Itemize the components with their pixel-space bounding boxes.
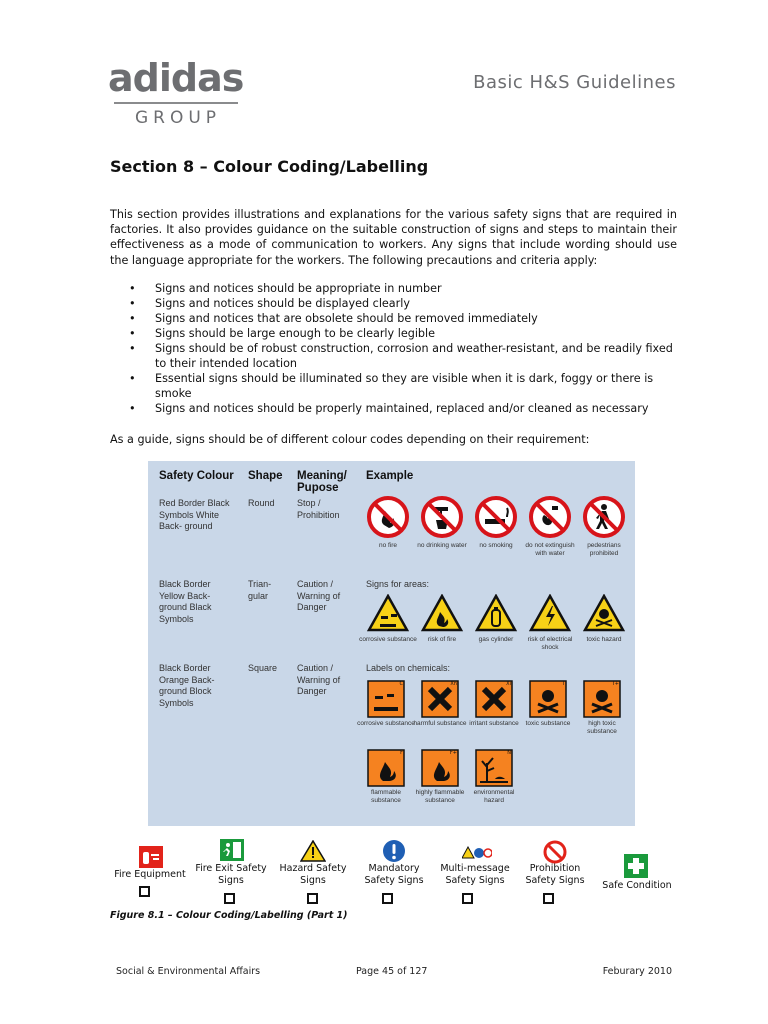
legend-marker [462, 893, 473, 904]
label-code: Xn [450, 681, 457, 687]
multi-message-icon [462, 845, 492, 864]
sign-no-smoking [474, 495, 518, 543]
do-not-extinguish-icon [528, 495, 572, 539]
corrosive-triangle-icon [367, 594, 409, 632]
safety-sign-figure [148, 461, 635, 826]
caption: harmful substance [413, 720, 467, 727]
list-item: • Signs should be large enough to be clearly legible [110, 326, 677, 341]
legend-marker [224, 893, 235, 904]
caption: pedestrians prohibited [587, 542, 621, 557]
toxic-triangle-icon [583, 594, 625, 632]
label-code: T [561, 681, 565, 687]
caption: high toxic substance [587, 720, 617, 735]
pedestrians-prohibited-icon [582, 495, 626, 539]
header-meaning: Meaning/ Pupose [297, 470, 347, 494]
label-code: F+ [449, 750, 457, 756]
row3-shape: Square [248, 663, 278, 673]
legend-marker [543, 893, 554, 904]
header-example: Example [366, 470, 414, 482]
row3-meaning: Caution / Warning of Danger [297, 663, 341, 696]
list-item: • Signs and notices should be displayed clearly [110, 296, 677, 311]
row1-shape: Round [248, 498, 275, 508]
caption: corrosive substance [359, 636, 417, 643]
group-signs-for-areas: Signs for areas: [366, 579, 430, 589]
sign-electrical-shock [529, 594, 571, 636]
row2-shape: Trian- gular [248, 579, 272, 601]
adidas-logo-wordmark: adidas [108, 56, 244, 100]
label-flammable [367, 749, 405, 791]
caption: toxic substance [525, 720, 571, 727]
label-code: T+ [611, 681, 619, 687]
header-shape: Shape [248, 470, 283, 482]
list-item: • Signs and notices should be appropriate in number [110, 281, 677, 296]
legend-label-mandatory: Mandatory Safety Signs [364, 863, 424, 886]
caption: no fire [378, 542, 398, 549]
no-fire-icon [366, 495, 410, 539]
caption: toxic hazard [586, 636, 622, 643]
caption: no drinking water [417, 542, 467, 549]
caption: corrosive substance [357, 720, 415, 727]
caption: no smoking [479, 542, 513, 549]
legend-marker [139, 886, 150, 897]
sign-gas-cylinder [475, 594, 517, 636]
sign-risk-of-fire [421, 594, 463, 636]
fire-triangle-icon [421, 594, 463, 632]
footer-date: Feburary 2010 [602, 966, 672, 977]
label-corrosive [367, 680, 405, 722]
sign-corrosive-triangle [367, 594, 409, 636]
label-code: C [399, 681, 403, 687]
header-safety-colour: Safety Colour [159, 470, 234, 482]
caption: risk of fire [427, 636, 457, 643]
list-item: • Signs and notices that are obsolete should be removed immediately [110, 311, 677, 326]
list-item: • Signs should be of robust construction, corrosion and weather-resistant, and be readily fixed to their intended location [110, 341, 677, 371]
list-item: • Essential signs should be illuminated so they are visible when it is dark, foggy or there is smoke [110, 371, 677, 401]
sign-no-fire [366, 495, 410, 543]
legend-label-fire-equipment: Fire Equipment [114, 869, 186, 880]
no-drinking-water-icon [420, 495, 464, 539]
legend-label-fire-exit: Fire Exit Safety Signs [195, 863, 267, 886]
intro-paragraph: This section provides illustrations and explanations for the various safety signs that are required in factories. It also provides guidance on the suitable construction of signs and steps to maintain their effectiveness as a mode of communication to workers. Any signs that include wording should use the language appropriate for the workers. The following precautions and criteria apply: [110, 208, 677, 267]
sign-toxic-hazard [583, 594, 625, 636]
caption: risk of electrical shock [527, 636, 573, 651]
criteria-list [110, 281, 677, 416]
no-smoking-icon [474, 495, 518, 539]
caption: irritant substance [469, 720, 519, 727]
row3-colour: Black Border Orange Back- ground Block Symbols [159, 663, 215, 708]
safe-condition-icon [624, 854, 648, 882]
section-heading: Section 8 – Colour Coding/Labelling [110, 157, 429, 176]
label-code: N [507, 750, 511, 756]
group-labels-on-chemicals: Labels on chemicals: [366, 663, 451, 673]
guide-text: As a guide, signs should be of different colour codes depending on their requirement: [110, 433, 590, 446]
legend-label-prohibition: Prohibition Safety Signs [525, 863, 585, 886]
caption: environmental hazard [473, 789, 515, 804]
figure-caption: Figure 8.1 – Colour Coding/Labelling (Part 1) [110, 910, 348, 921]
gas-cylinder-triangle-icon [475, 594, 517, 632]
list-item: • Signs and notices should be properly maintained, replaced and/or cleaned as necessary [110, 401, 677, 416]
label-high-toxic [583, 680, 621, 722]
logo-divider [114, 102, 238, 104]
label-code: Xi [506, 681, 511, 687]
caption: highly flammable substance [415, 789, 465, 804]
sign-do-not-extinguish [528, 495, 572, 543]
legend-label-safe-condition: Safe Condition [602, 880, 672, 891]
legend-label-hazard: Hazard Safety Signs [279, 863, 347, 886]
caption: gas cylinder [478, 636, 514, 643]
legend-label-multi-message: Multi-message Safety Signs [440, 863, 510, 886]
label-environmental-hazard [475, 749, 513, 791]
row1-colour: Red Border Black Symbols White Back- ground [159, 498, 230, 531]
footer-left: Social & Environmental Affairs [116, 966, 261, 977]
sign-pedestrians-prohibited [582, 495, 626, 543]
document-title: Basic H&S Guidelines [473, 72, 676, 93]
label-toxic [529, 680, 567, 722]
adidas-logo-group: GROUP [135, 108, 222, 128]
label-harmful [421, 680, 459, 722]
row2-colour: Black Border Yellow Back- ground Black Symbols [159, 579, 212, 624]
electrical-triangle-icon [529, 594, 571, 632]
fire-exit-icon [220, 839, 244, 865]
legend-marker [307, 893, 318, 904]
footer-page-number: Page 45 of 127 [356, 966, 428, 977]
sign-no-drinking-water [420, 495, 464, 543]
caption: do not extinguish with water [525, 542, 575, 557]
legend-marker [382, 893, 393, 904]
label-highly-flammable [421, 749, 459, 791]
label-irritant [475, 680, 513, 722]
row1-meaning: Stop / Prohibition [297, 498, 340, 520]
caption: flammable substance [371, 789, 401, 804]
row2-meaning: Caution / Warning of Danger [297, 579, 341, 612]
label-code: F [400, 750, 403, 756]
